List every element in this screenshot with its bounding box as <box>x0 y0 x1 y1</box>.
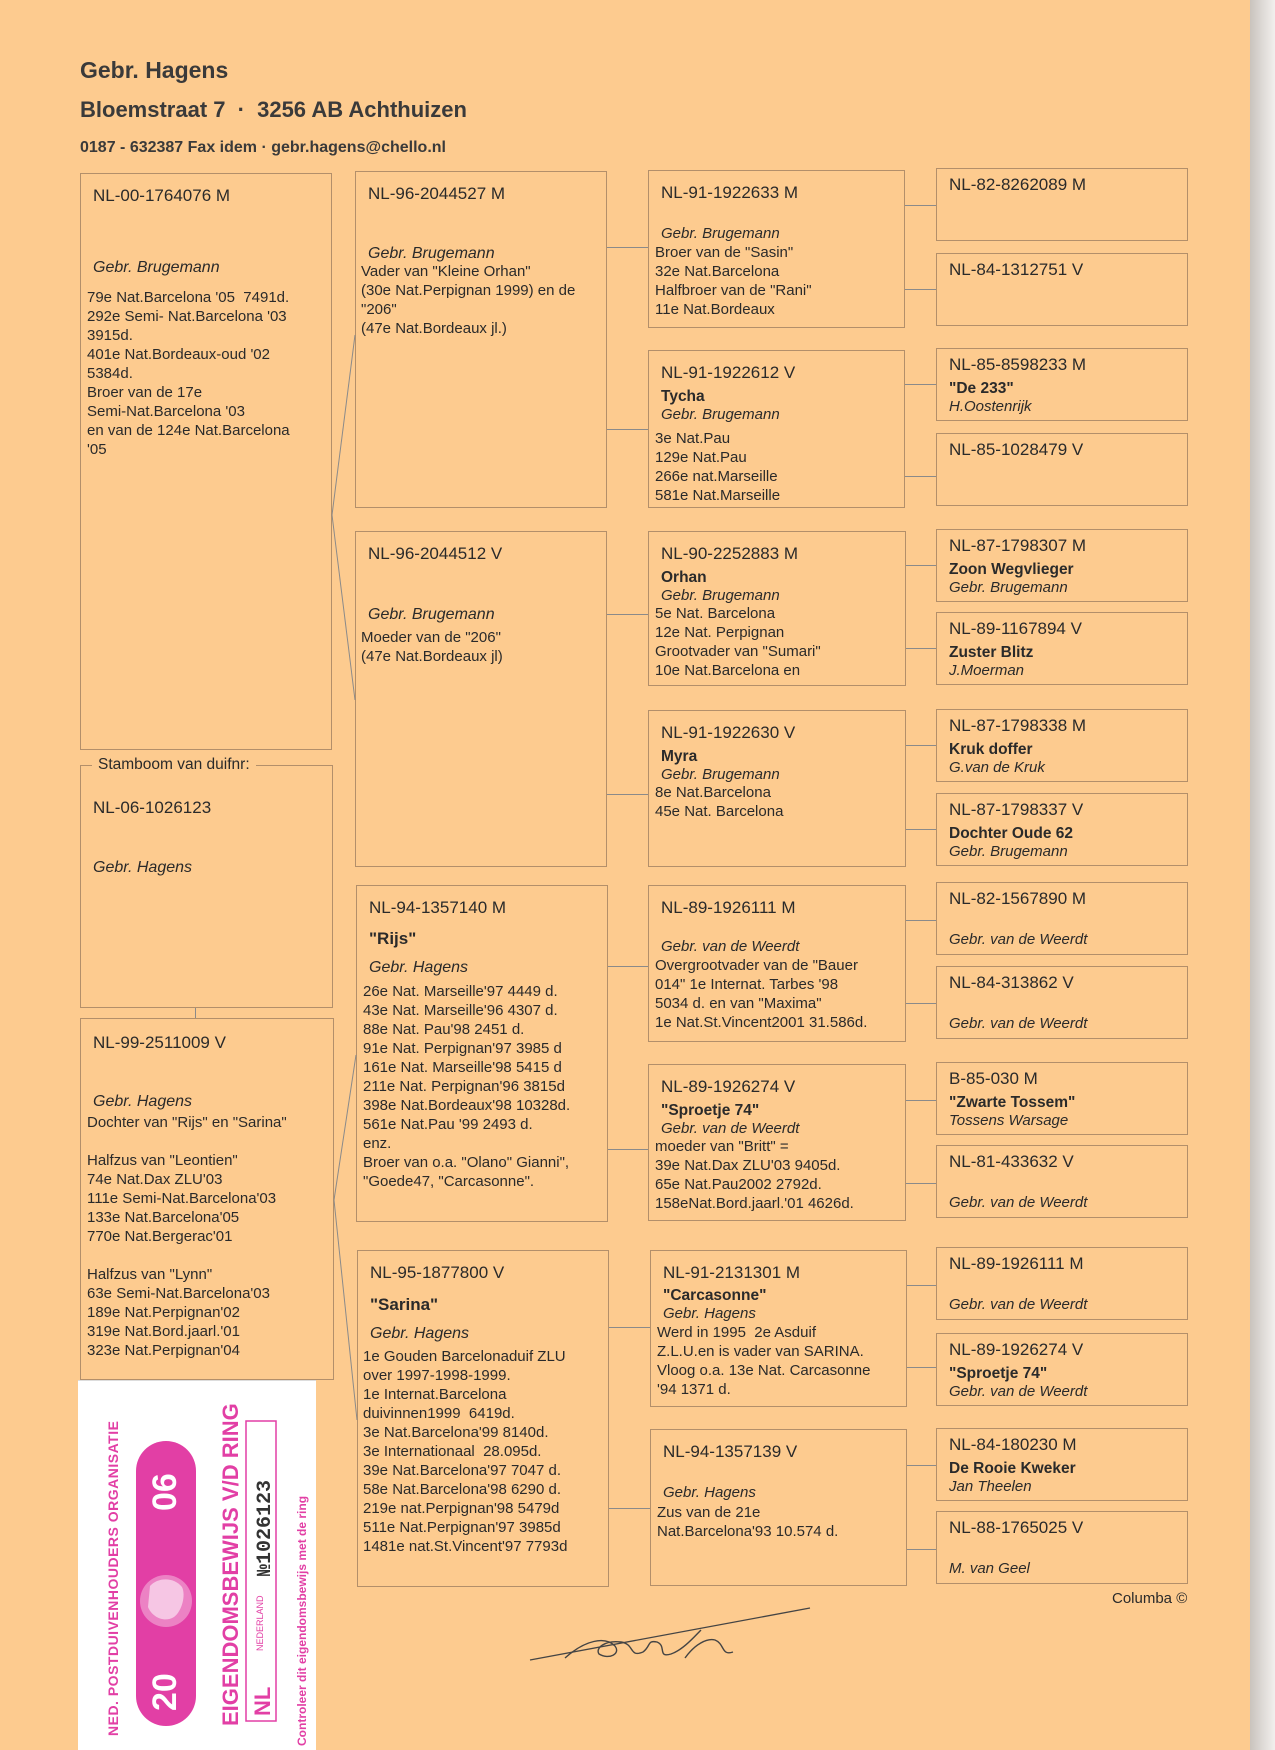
ggp-owner: Gebr. Brugemann <box>661 766 780 783</box>
ggp-notes: Werd in 1995 2e Asduif Z.L.U.en is vader van SARINA. Vloog o.a. 13e Nat. Carcasonne '94 1371 d. <box>657 1324 871 1398</box>
ggp-box <box>648 1064 906 1221</box>
gggp-ring: NL-84-313862 V <box>949 973 1074 992</box>
grandparent-box <box>357 1250 609 1587</box>
connector <box>906 829 936 830</box>
scan-edge <box>1250 0 1275 1750</box>
gggp-owner: Gebr. Brugemann <box>949 843 1068 860</box>
gggp-name: Zoon Wegvlieger <box>949 561 1074 578</box>
connector <box>906 565 936 566</box>
connector <box>907 1465 936 1466</box>
ggp-notes: Broer van de "Sasin" 32e Nat.Barcelona Halfbroer van de "Rani" 11e Nat.Bordeaux <box>655 244 812 318</box>
gggp-box <box>936 612 1188 685</box>
svg-text:NEDERLAND: NEDERLAND <box>255 1595 265 1651</box>
gggp-box <box>936 529 1188 602</box>
gggp-ring: NL-89-1926274 V <box>949 1340 1084 1359</box>
ggp-notes: Zus van de 21e Nat.Barcelona'93 10.574 d. <box>657 1504 839 1540</box>
gggp-box <box>936 348 1188 421</box>
gp-owner: Gebr. Brugemann <box>368 606 495 623</box>
ggp-ring: NL-89-1926274 V <box>661 1077 796 1096</box>
father-notes: 79e Nat.Barcelona '05 7491d. 292e Semi- Nat.Barcelona '03 3915d. 401e Nat.Bordeaux-oud '02 5384d. Broer van de 17e Semi-Nat.Barcelona '03 en van de 124e Nat.Barcelona '05 <box>87 289 290 458</box>
svg-text:NL: NL <box>250 1686 275 1716</box>
gp-notes: Vader van "Kleine Orhan" (30e Nat.Perpignan 1999) en de "206" (47e Nat.Bordeaux jl.) <box>361 263 576 337</box>
ggp-owner: Gebr. Hagens <box>663 1484 756 1501</box>
ggp-name: Myra <box>661 748 698 765</box>
gp-ring: NL-96-2044512 V <box>368 544 503 563</box>
ggp-box <box>650 1429 907 1586</box>
gp-owner: Gebr. Brugemann <box>368 245 495 262</box>
copyright: Columba © <box>1112 1590 1188 1607</box>
gggp-name: "Zwarte Tossem" <box>949 1094 1076 1111</box>
gggp-ring: NL-84-180230 M <box>949 1435 1077 1454</box>
gggp-name: Zuster Blitz <box>949 644 1034 661</box>
connector <box>195 1008 196 1018</box>
ggp-ring: NL-91-1922630 V <box>661 723 796 742</box>
gggp-owner: Gebr. van de Weerdt <box>949 1296 1088 1313</box>
ggp-notes: 5e Nat. Barcelona 12e Nat. Perpignan Grootvader van "Sumari" 10e Nat.Barcelona en <box>655 605 821 679</box>
svg-text:№1026123: №1026123 <box>254 1479 277 1576</box>
svg-text:06: 06 <box>146 1473 184 1511</box>
gggp-ring: NL-87-1798337 V <box>949 800 1084 819</box>
gp-notes: 1e Gouden Barcelonaduif ZLU over 1997-1998-1999. 1e Internat.Barcelona duivinnen1999 6419d. 3e Nat.Barcelona'99 8140d. 3e Internationaal 28.095d. 39e Nat.Barcelona'97 7047 d. 58e Nat.Barcelona'98 6290 d. 219e nat.Perpignan'98 5479d 511e Nat.Perpignan'97 3985d 1481e nat.St.Vincent'97 7793d <box>363 1348 568 1555</box>
ring-ownership-card <box>78 1380 316 1750</box>
connector <box>906 920 936 921</box>
gggp-ring: B-85-030 M <box>949 1069 1038 1088</box>
gp-notes: 26e Nat. Marseille'97 4449 d. 43e Nat. Marseille'96 4307 d. 88e Nat. Pau'98 2451 d. 91e Nat. Perpignan'97 3985 d 161e Nat. Marseille'98 5415 d 211e Nat. Perpignan'96 3815d 398e Nat.Bordeaux'98 10328d. 561e Nat.Pau '99 2493 d. enz. Broer van o.a. "Olano" Gianni", "Goede47, "Carcasonne". <box>363 983 571 1190</box>
ggp-ring: NL-89-1926111 M <box>661 898 796 917</box>
gggp-box <box>936 253 1188 326</box>
gggp-box <box>936 1062 1188 1135</box>
mother-box <box>80 1018 334 1380</box>
gggp-ring: NL-85-8598233 M <box>949 355 1087 374</box>
ggp-notes: 3e Nat.Pau 129e Nat.Pau 266e nat.Marseille 581e Nat.Marseille <box>655 430 781 504</box>
gggp-ring: NL-82-8262089 M <box>949 175 1087 194</box>
gggp-owner: Tossens Warsage <box>949 1112 1069 1129</box>
breeder-contact: 0187 - 632387 Fax idem · gebr.hagens@chello.nl <box>80 139 446 156</box>
gp-owner: Gebr. Hagens <box>369 959 469 976</box>
gggp-ring: NL-81-433632 V <box>949 1152 1074 1171</box>
gp-name: "Rijs" <box>369 929 417 948</box>
gp-ring: NL-94-1357140 M <box>369 898 507 917</box>
connector <box>905 384 936 385</box>
ggp-notes: 8e Nat.Barcelona 45e Nat. Barcelona <box>655 784 784 820</box>
gggp-box <box>936 1247 1188 1320</box>
connector <box>607 794 648 795</box>
connector <box>608 966 648 967</box>
connector <box>906 1003 936 1004</box>
connector <box>607 429 648 430</box>
pedigree-label: Stamboom van duifnr: <box>92 756 256 774</box>
breeder-name: Gebr. Hagens <box>80 57 229 83</box>
connector <box>905 476 936 477</box>
connector <box>608 1149 648 1150</box>
gp-ring: NL-96-2044527 M <box>368 184 506 203</box>
gggp-owner: G.van de Kruk <box>949 759 1045 776</box>
gggp-owner: Gebr. van de Weerdt <box>949 1194 1088 1211</box>
connector <box>906 648 936 649</box>
ggp-notes: Overgrootvader van de "Bauer 014" 1e Internat. Tarbes '98 5034 d. en van "Maxima" 1e Nat.St.Vincent2001 31.586d. <box>655 957 868 1031</box>
gggp-ring: NL-89-1167894 V <box>949 619 1082 638</box>
father-box <box>80 173 332 750</box>
gggp-owner: J.Moerman <box>949 662 1025 679</box>
ggp-owner: Gebr. Brugemann <box>661 406 780 423</box>
connector <box>906 1100 936 1101</box>
ggp-name: "Sproetje 74" <box>661 1102 760 1119</box>
gggp-box <box>936 793 1188 866</box>
gggp-box <box>936 709 1188 782</box>
breeder-address <box>80 97 467 123</box>
connector <box>906 1183 936 1184</box>
ggp-name: Orhan <box>661 569 707 586</box>
gggp-name: Dochter Oude 62 <box>949 825 1074 842</box>
gggp-owner: Jan Theelen <box>949 1478 1032 1495</box>
connector <box>905 289 936 290</box>
ggp-box <box>648 885 906 1042</box>
ggp-name: Tycha <box>661 388 705 405</box>
gggp-ring: NL-84-1312751 V <box>949 260 1084 279</box>
gggp-owner: Gebr. van de Weerdt <box>949 1015 1088 1032</box>
grandparent-box <box>356 885 608 1222</box>
ring-card-graphic <box>78 1381 316 1750</box>
ggp-ring: NL-94-1357139 V <box>663 1442 798 1461</box>
father-ring: NL-00-1764076 M <box>93 186 231 205</box>
connector <box>907 1549 936 1550</box>
gggp-owner: Gebr. van de Weerdt <box>949 1383 1088 1400</box>
ggp-ring: NL-91-1922612 V <box>661 363 796 382</box>
ggp-owner: Gebr. Brugemann <box>661 587 780 604</box>
gggp-box <box>936 966 1188 1039</box>
ggp-name: "Carcasonne" <box>663 1287 767 1304</box>
gggp-name: "Sproetje 74" <box>949 1365 1048 1382</box>
ggp-ring: NL-91-2131301 M <box>663 1263 801 1282</box>
ggp-box <box>648 531 906 686</box>
ggp-notes: moeder van "Britt" = 39e Nat.Dax ZLU'03 9405d. 65e Nat.Pau2002 2792d. 158eNat.Bord.jaarl.'01 4626d. <box>655 1138 854 1212</box>
ggp-ring: NL-90-2252883 M <box>661 544 799 563</box>
connector <box>905 205 936 206</box>
gggp-box <box>936 433 1188 506</box>
gggp-name: "De 233" <box>949 380 1014 397</box>
father-owner: Gebr. Brugemann <box>93 259 220 276</box>
subject-box <box>80 765 333 1008</box>
gggp-ring: NL-88-1765025 V <box>949 1518 1084 1537</box>
ggp-box <box>648 710 906 867</box>
street: Bloemstraat 7 <box>80 97 226 122</box>
gp-ring: NL-95-1877800 V <box>370 1263 505 1282</box>
mother-notes: Dochter van "Rijs" en "Sarina" Halfzus van "Leontien" 74e Nat.Dax ZLU'03 111e Semi-Nat.Barcelona'03 133e Nat.Barcelona'05 770e Nat.Bergerac'01 Halfzus van "Lynn" 63e Semi-Nat.Barcelona'03 189e Nat.Perpignan'02 319e Nat.Bord.jaarl.'01 323e Nat.Perpignan'04 <box>87 1114 287 1359</box>
ggp-ring: NL-91-1922633 M <box>661 183 799 202</box>
connector <box>907 1367 936 1368</box>
gggp-box <box>936 1511 1188 1584</box>
ggp-box <box>648 170 905 328</box>
ggp-box <box>648 350 905 508</box>
connector <box>607 614 648 615</box>
gggp-ring: NL-89-1926111 M <box>949 1254 1084 1273</box>
gggp-ring: NL-87-1798338 M <box>949 716 1087 735</box>
ggp-owner: Gebr. van de Weerdt <box>661 938 800 955</box>
grandparent-box <box>355 171 607 508</box>
svg-text:20: 20 <box>146 1673 184 1711</box>
subject-ring: NL-06-1026123 <box>93 798 212 817</box>
ggp-owner: Gebr. Brugemann <box>661 225 780 242</box>
ggp-box <box>650 1250 907 1407</box>
ggp-owner: Gebr. van de Weerdt <box>661 1120 800 1137</box>
gggp-owner: M. van Geel <box>949 1560 1030 1577</box>
signature <box>525 1600 825 1670</box>
svg-text:NED. POSTDUIVENHOUDERS ORGANIS: NED. POSTDUIVENHOUDERS ORGANISATIE <box>105 1420 121 1736</box>
gggp-owner: Gebr. Brugemann <box>949 579 1068 596</box>
postal-city: 3256 AB Achthuizen <box>257 97 467 122</box>
address-separator: · <box>237 97 245 122</box>
gp-name: "Sarina" <box>370 1295 439 1314</box>
gggp-ring: NL-87-1798307 M <box>949 536 1087 555</box>
subject-owner: Gebr. Hagens <box>93 859 193 876</box>
mother-ring: NL-99-2511009 V <box>93 1033 226 1052</box>
gggp-name: Kruk doffer <box>949 741 1033 758</box>
gggp-box <box>936 1145 1188 1218</box>
gp-notes: Moeder van de "206" (47e Nat.Bordeaux jl) <box>361 629 503 665</box>
gggp-owner: Gebr. van de Weerdt <box>949 931 1088 948</box>
gggp-box <box>936 1428 1188 1501</box>
gggp-name: De Rooie Kweker <box>949 1460 1076 1477</box>
connector <box>906 745 936 746</box>
svg-text:Controleer dit eigendomsbewijs: Controleer dit eigendomsbewijs met de ring <box>295 1495 309 1746</box>
grandparent-box <box>355 531 607 867</box>
gggp-box <box>936 168 1188 241</box>
svg-text:EIGENDOMSBEWIJS V/D RING: EIGENDOMSBEWIJS V/D RING <box>218 1403 243 1726</box>
connector <box>609 1327 650 1328</box>
connector <box>609 1508 650 1509</box>
connector <box>907 1285 936 1286</box>
gggp-ring: NL-85-1028479 V <box>949 440 1084 459</box>
gggp-owner: H.Oostenrijk <box>949 398 1032 415</box>
gggp-box <box>936 1333 1188 1406</box>
gp-owner: Gebr. Hagens <box>370 1325 470 1342</box>
gggp-box <box>936 882 1188 955</box>
gggp-ring: NL-82-1567890 M <box>949 889 1087 908</box>
ggp-owner: Gebr. Hagens <box>663 1305 756 1322</box>
connector <box>607 247 648 248</box>
mother-owner: Gebr. Hagens <box>93 1093 193 1110</box>
